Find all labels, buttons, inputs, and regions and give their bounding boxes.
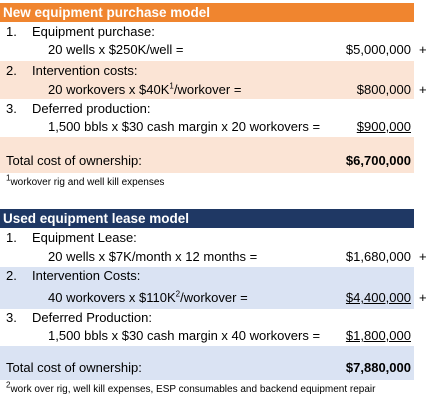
item-number: 3.: [6, 101, 17, 116]
purchase-model-header: [0, 3, 414, 22]
total-amount: $7,880,000: [345, 360, 411, 375]
plus-sign: +: [419, 249, 427, 264]
item-calculation: [48, 289, 248, 307]
footnote-text: work over rig, well kill expenses, ESP consumables and backend equipment repair: [10, 384, 376, 395]
item-amount: $900,000: [356, 119, 411, 134]
calc-part: /workover =: [173, 82, 242, 97]
lease-model-header: [0, 209, 414, 228]
item-number: 1.: [6, 230, 17, 245]
footnote-marker: 1: [6, 173, 11, 183]
purchase-footnote: [6, 173, 165, 189]
footnote-text: workover rig and well kill expenses: [10, 177, 165, 188]
plus-sign: +: [419, 290, 427, 305]
total-amount: $6,700,000: [345, 153, 411, 168]
item-amount: $4,400,000: [345, 290, 411, 305]
item-amount: $5,000,000: [345, 42, 411, 57]
item-amount: $1,680,000: [345, 249, 411, 264]
total-label: Total cost of ownership:: [6, 360, 142, 375]
total-label: Total cost of ownership:: [6, 153, 142, 168]
item-calculation: 1,500 bbls x $30 cash margin x 20 workovers =: [48, 119, 321, 134]
item-title: Equipment Lease:: [32, 230, 137, 245]
item-title: Intervention costs:: [32, 63, 138, 78]
calc-part: /workover =: [180, 290, 248, 305]
item-number: 1.: [6, 24, 17, 39]
plus-sign: +: [419, 42, 427, 57]
item-calculation: 20 wells x $7K/month x 12 months =: [48, 249, 258, 264]
plus-sign: +: [419, 82, 427, 97]
item-calculation: 1,500 bbls x $30 cash margin x 40 workovers =: [48, 328, 321, 343]
footnote-marker: 1: [169, 81, 174, 91]
item-title: Equipment purchase:: [32, 24, 155, 39]
item-number: 2.: [6, 268, 17, 283]
item-amount: $1,800,000: [345, 328, 411, 343]
item-number: 2.: [6, 63, 17, 78]
item-title: Deferred production:: [32, 101, 151, 116]
item-title: Intervention Costs:: [32, 268, 141, 283]
lease-footnote: [6, 380, 376, 396]
lease-header-text: Used equipment lease model: [3, 211, 190, 226]
item-number: 3.: [6, 310, 17, 325]
footnote-marker: 2: [6, 380, 11, 390]
item-amount: $800,000: [356, 82, 411, 97]
calc-part: 40 workovers x $110K: [48, 290, 176, 305]
purchase-header-text: New equipment purchase model: [3, 5, 211, 20]
item-calculation: 20 wells x $250K/well =: [48, 42, 184, 57]
item-title: Deferred Production:: [32, 310, 152, 325]
footnote-marker: 2: [175, 289, 181, 299]
item-calculation: [48, 81, 241, 99]
calc-part: 20 workovers x $40K: [48, 82, 170, 97]
